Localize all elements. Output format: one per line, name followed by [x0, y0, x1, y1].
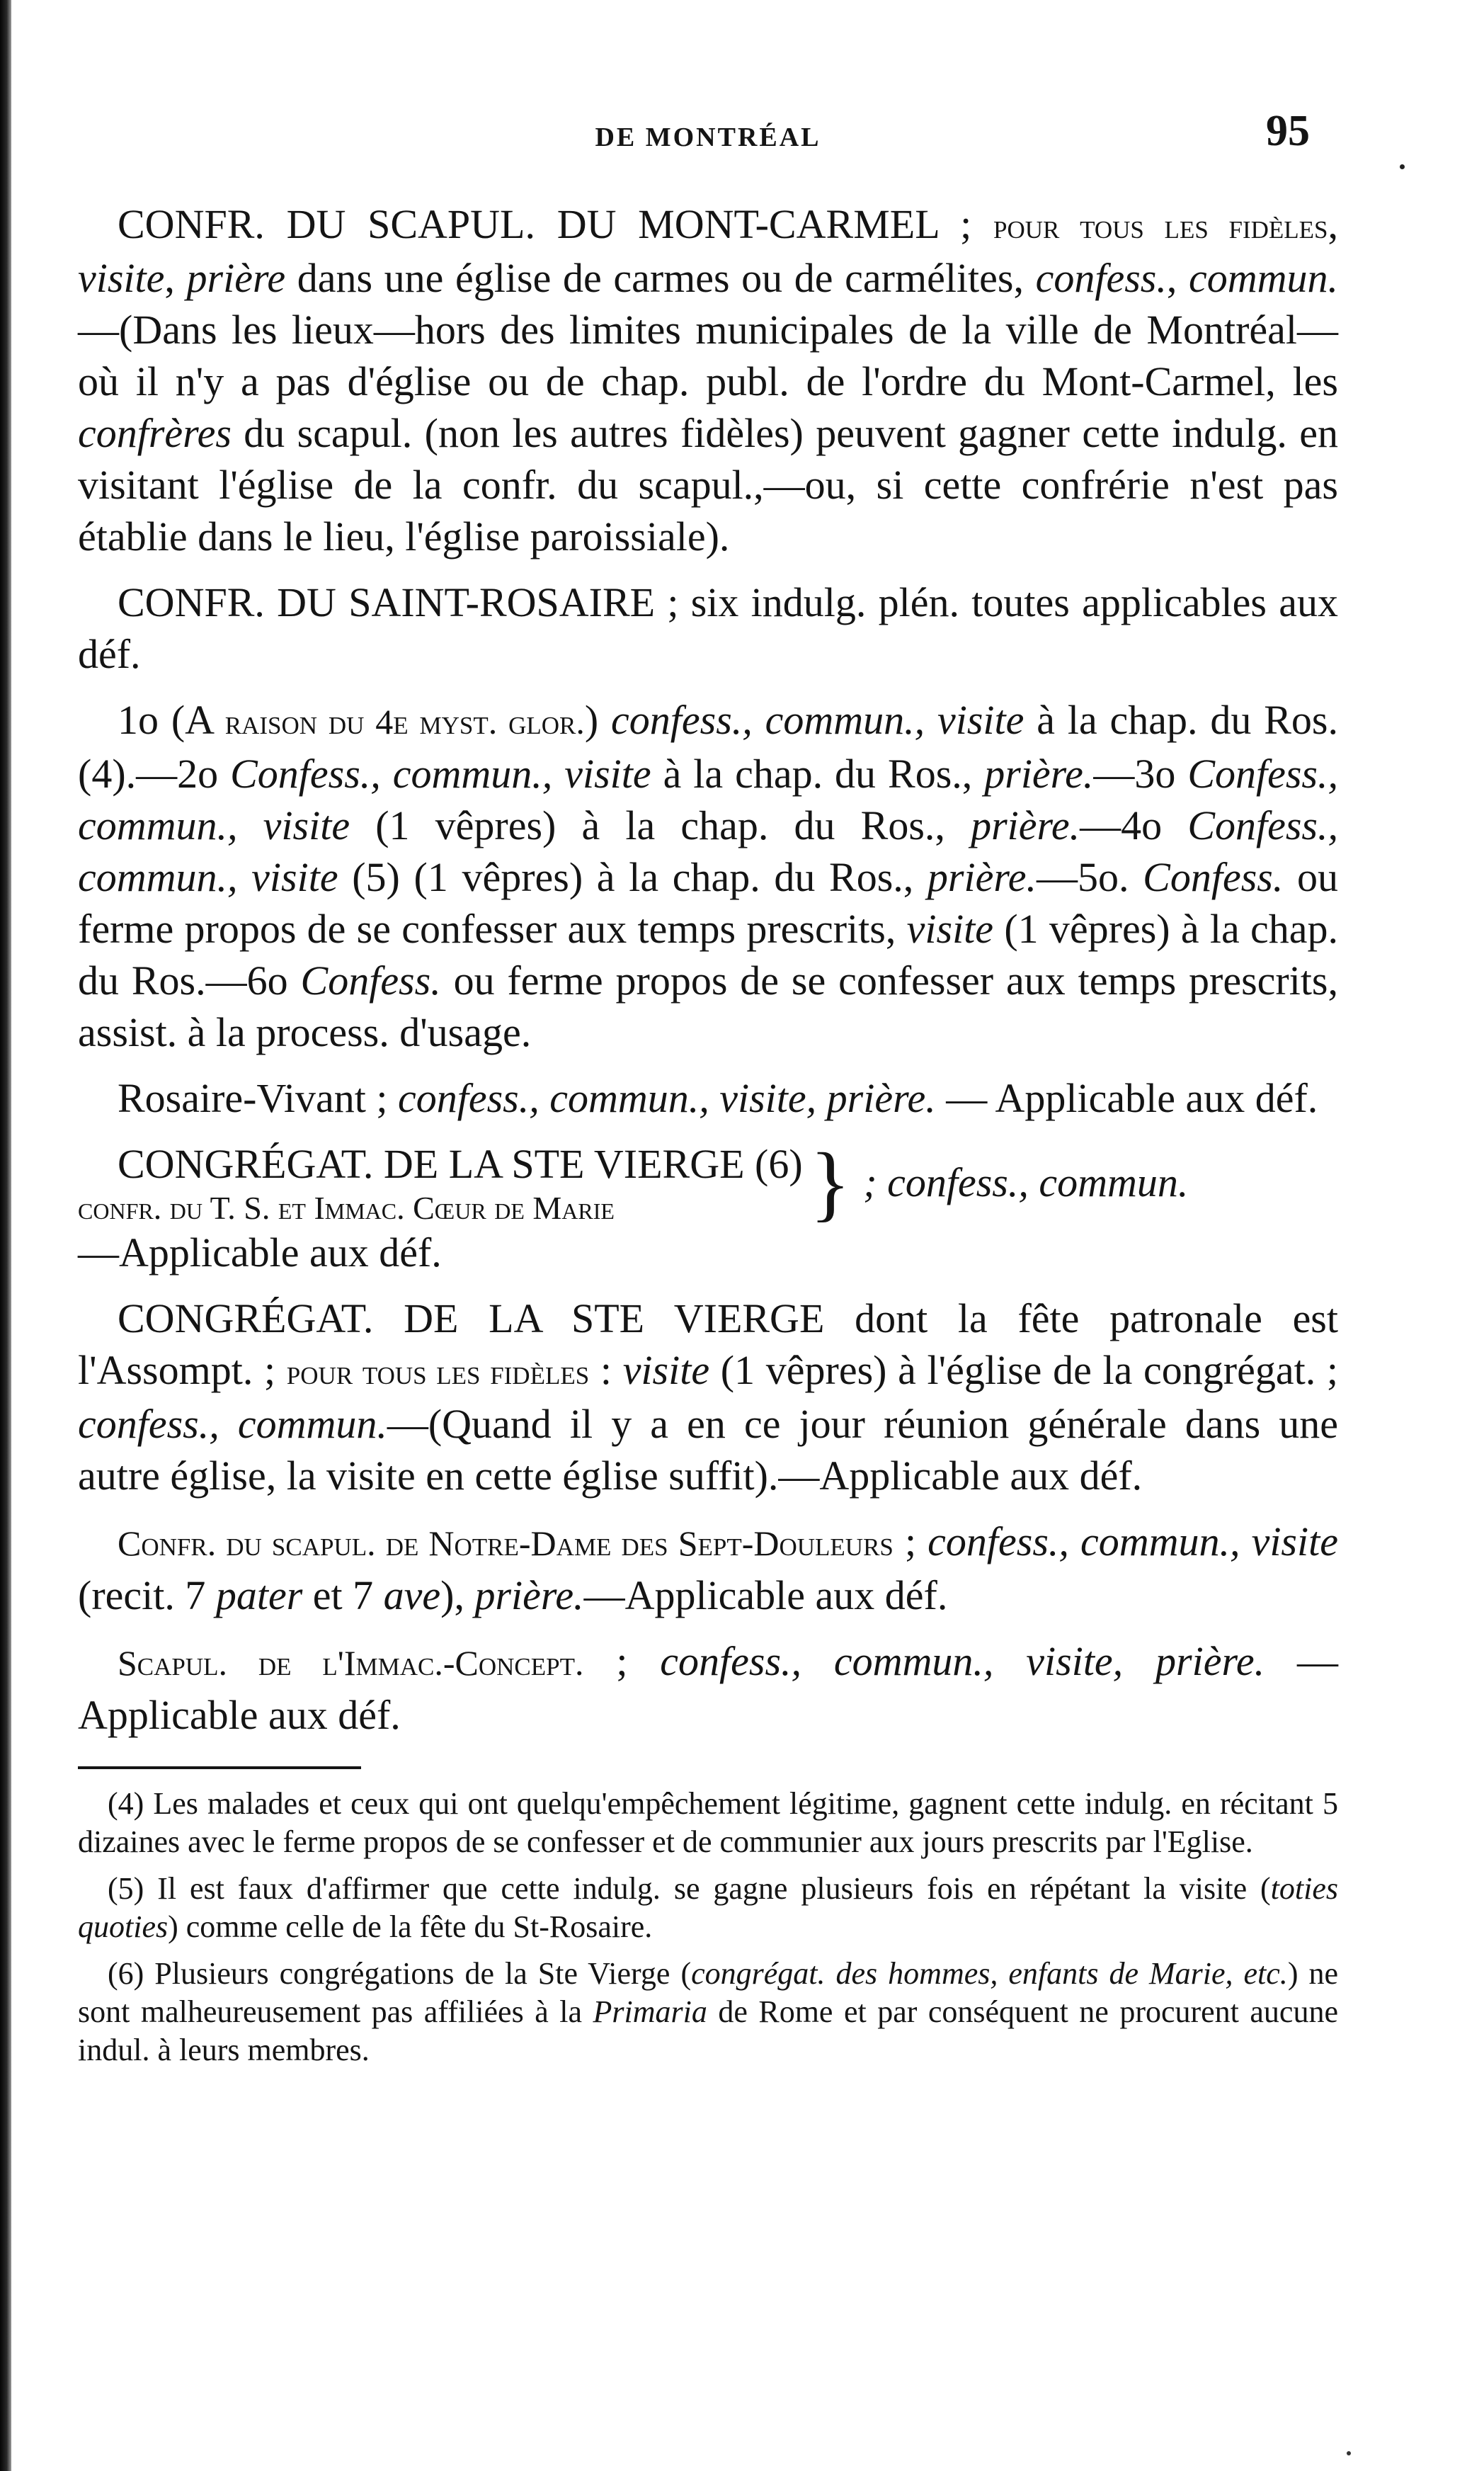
text-run: toties quoties	[78, 1871, 1338, 1944]
text-run: Confess., commun., visite	[78, 751, 1338, 848]
text-run: Confess.	[300, 958, 441, 1004]
text-run: confess.	[1035, 255, 1167, 301]
footnote-4	[78, 1785, 1338, 1861]
paragraph-congregat-applicable	[78, 1227, 1338, 1278]
paragraph-saint-rosaire	[78, 576, 1338, 680]
text-run: à la chap. du Ros.,	[651, 751, 985, 797]
paragraph-congregat-assomption	[78, 1293, 1338, 1501]
text-run: (5) (1 vêpres) à la chap. du Ros.,	[338, 854, 928, 900]
text-run: à la chap. du Ros. (4).—2o	[78, 697, 1338, 797]
text-run: prière.	[474, 1572, 584, 1618]
text-run: (5) Il est faux d'affirmer que cette indulg. se gagne plusieurs fois en répétant la visite (	[108, 1871, 1271, 1906]
text-run: CONFR. DU SAINT-ROSAIRE ; six indulg. plén. toutes applicables aux déf.	[78, 579, 1338, 677]
text-run: (1 vêpres) à la chap. du Ros.—6o	[78, 906, 1338, 1004]
text-run: confess., commun., visite, prière.	[660, 1638, 1265, 1684]
text-run: prière.	[984, 751, 1094, 797]
braced-line-1: CONGRÉGAT. DE LA STE VIERGE (6)	[118, 1141, 803, 1187]
text-run: —4o	[1080, 802, 1188, 848]
text-run: —(Quand il y a en ce jour réunion générale dans une autre église, la visite en cette église suffit).—Applicable aux déf.	[78, 1401, 1338, 1499]
text-run: —Applicable aux déf.	[583, 1572, 948, 1618]
body-text	[78, 198, 1338, 1741]
text-run: (1 vêpres) à la chap. du Ros.,	[350, 802, 971, 848]
text-run: Scapul. de l'Immac.-Concept.	[118, 1643, 584, 1683]
footnote-rule	[78, 1766, 361, 1769]
text-run: ave	[383, 1572, 441, 1618]
paragraph-congregat-braced	[78, 1135, 1338, 1229]
text-run: pour tous les fidèles	[993, 206, 1328, 246]
text-run: — Applicable aux déf.	[935, 1075, 1318, 1121]
footnotes	[78, 1785, 1338, 2069]
braced-lines	[78, 1138, 803, 1227]
text-run: Confess., commun., visite	[78, 802, 1338, 900]
text-run: Rosaire-Vivant ;	[118, 1075, 398, 1121]
page-number: 95	[1266, 107, 1310, 155]
text-run: —Applicable aux déf.	[78, 1229, 442, 1276]
text-run: (6) Plusieurs congrégations de la Ste Vierge (	[108, 1956, 692, 1991]
text-run: ),	[440, 1572, 475, 1618]
text-run: raison du 4e myst. glor.	[224, 702, 585, 742]
text-run: confess., commun.	[78, 1401, 387, 1447]
text-run: (recit. 7	[78, 1572, 216, 1618]
text-run: congrégat. des hommes, enfants de Marie, etc.	[691, 1956, 1288, 1991]
text-run: prière	[186, 255, 286, 301]
paragraph-rosaire-indulgences	[78, 694, 1338, 1058]
text-run: :	[589, 1347, 623, 1393]
text-run: ou ferme propos de se confesser aux temps prescrits, assist. à la process. d'usage.	[78, 958, 1338, 1055]
page-header	[78, 106, 1338, 170]
text-run: ,	[1328, 201, 1338, 247]
paragraph-immaculee-conception	[78, 1635, 1338, 1741]
running-title: DE MONTRÉAL	[595, 123, 821, 152]
text-run: Confess.	[1143, 854, 1284, 900]
paragraph-sept-douleurs	[78, 1516, 1338, 1621]
text-run: visite	[906, 906, 994, 952]
text-run: )	[584, 697, 612, 743]
text-run: de Rome et par conséquent ne procurent aucune indul. à leurs membres.	[78, 1994, 1338, 2067]
text-run: pater	[215, 1572, 303, 1618]
text-run: et 7	[302, 1572, 384, 1618]
text-run: Primaria	[593, 1994, 707, 2029]
text-run: du scapul. (non les autres fidèles) peuvent gagner cette indulg. en visitant l'église de la confr. du scapul.,—ou, si cette confrérie n'est pas établie dans le lieu, l'église paroissiale).	[78, 410, 1338, 559]
text-run: 1o (A	[118, 697, 225, 743]
book-page	[78, 106, 1338, 2078]
paragraph-rosaire-vivant	[78, 1072, 1338, 1124]
text-run: confess., commun., visite	[611, 697, 1024, 743]
text-run: (4) Les malades et ceux qui ont quelqu'empêchement légitime, gagnent cette indulg. en récitant 5 dizaines avec le ferme propos de se confesser et de communier aux jours prescrits par l'Eglise.	[78, 1786, 1338, 1859]
text-run: dans une église de carmes ou de carmélites,	[285, 255, 1036, 301]
text-run: ,	[1166, 255, 1189, 301]
text-run: —(Dans les lieux—hors des limites municipales de la ville de Montréal— où il n'y a pas d'église ou de chap. publ. de l'ordre du Mont-Carmel, les	[78, 307, 1338, 404]
paragraph-scapulaire-mont-carmel	[78, 198, 1338, 562]
braced-right-text: ; confess., commun.	[863, 1159, 1189, 1205]
book-spine-edge	[0, 0, 11, 2471]
text-run: confess., commun., visite, prière.	[397, 1075, 936, 1121]
text-run: Confess., commun., visite	[230, 751, 651, 797]
footnote-5	[78, 1870, 1338, 1946]
text-run: —3o	[1093, 751, 1188, 797]
text-run: ;	[893, 1518, 928, 1564]
text-run: CONGRÉGAT. DE LA STE VIERGE dont la fête patronale est l'Assompt. ;	[78, 1295, 1338, 1393]
text-run: visite	[622, 1347, 710, 1393]
text-run: pour tous les fidèles	[286, 1352, 590, 1392]
footnote-6	[78, 1955, 1338, 2069]
text-run: ) ne sont malheureusement pas affiliées à la	[78, 1956, 1338, 2029]
text-run: CONFR. DU SCAPUL. DU MONT-CARMEL ;	[118, 201, 994, 247]
text-run: ;	[583, 1638, 661, 1684]
text-run: prière.	[927, 854, 1037, 900]
text-run: Confr. du scapul. de Notre-Dame des Sept-Douleurs	[118, 1523, 894, 1563]
braced-line-2: confr. du T. S. et Immac. Cœur de Marie	[78, 1190, 615, 1226]
text-run: (1 vêpres) à l'église de la congrégat. ;	[709, 1347, 1339, 1393]
text-run: ) comme celle de la fête du St-Rosaire.	[168, 1909, 653, 1944]
text-run: visite	[78, 255, 165, 301]
text-run: — Applicable aux déf.	[78, 1638, 1339, 1738]
text-run: prière.	[971, 802, 1080, 848]
ink-speck	[1347, 2451, 1351, 2455]
text-run: ,	[164, 255, 187, 301]
ink-speck	[1400, 164, 1405, 169]
text-run: commun.	[1189, 255, 1339, 301]
curly-brace: }	[809, 1135, 851, 1229]
text-run: confrères	[78, 410, 232, 456]
text-run: —5o.	[1037, 854, 1143, 900]
text-run: confess., commun., visite	[928, 1518, 1338, 1564]
text-run: ou ferme propos de se confesser aux temps prescrits,	[78, 854, 1339, 952]
